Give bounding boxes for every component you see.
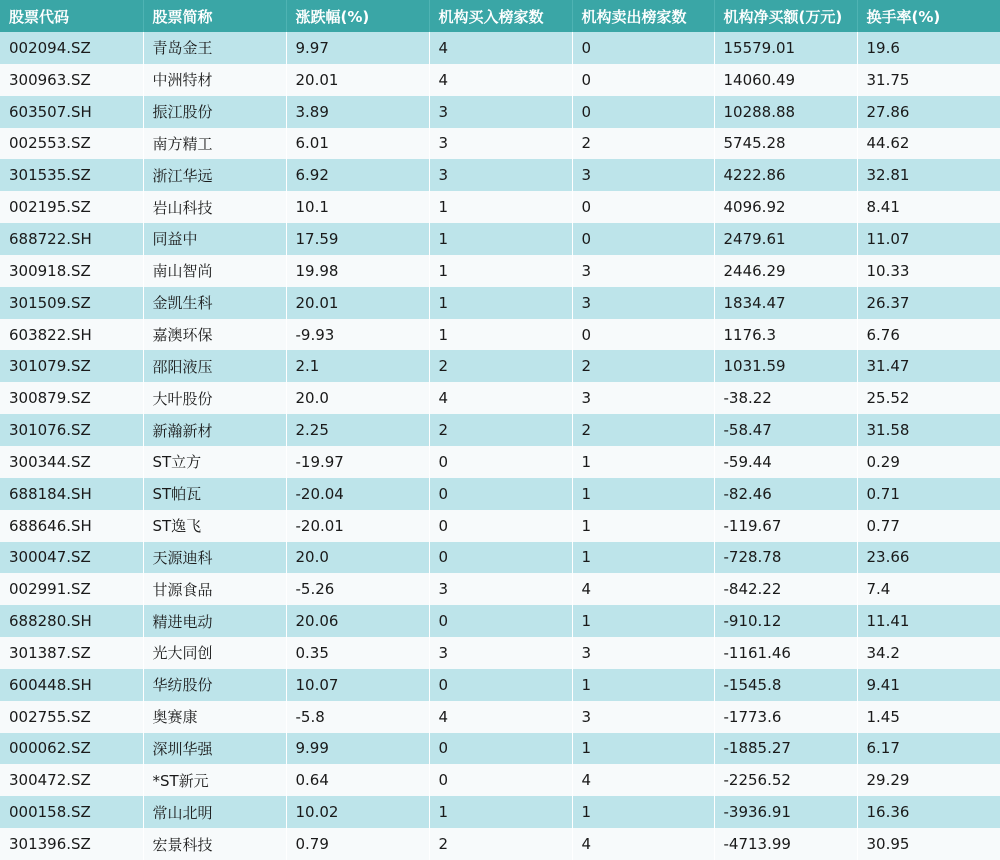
table-row[interactable] <box>0 382 1000 414</box>
cell-stock-name: 金凯生科 <box>143 287 286 319</box>
table-row[interactable] <box>0 478 1000 510</box>
cell-turnover: 6.76 <box>857 319 1000 351</box>
table-row[interactable] <box>0 223 1000 255</box>
cell-sell-count: 1 <box>572 510 714 542</box>
cell-net-buy: 2479.61 <box>714 223 857 255</box>
cell-sell-count: 0 <box>572 64 714 96</box>
cell-net-buy: 1834.47 <box>714 287 857 319</box>
cell-buy-count: 0 <box>429 478 572 510</box>
cell-change-pct: 10.02 <box>286 796 429 828</box>
cell-stock-code: 002755.SZ <box>0 701 143 733</box>
table-row[interactable] <box>0 764 1000 796</box>
cell-net-buy: 1031.59 <box>714 350 857 382</box>
cell-stock-code: 301076.SZ <box>0 414 143 446</box>
cell-net-buy: -2256.52 <box>714 764 857 796</box>
cell-change-pct: 2.25 <box>286 414 429 446</box>
cell-change-pct: 20.0 <box>286 542 429 574</box>
cell-stock-name: *ST新元 <box>143 764 286 796</box>
table-row[interactable] <box>0 32 1000 64</box>
cell-buy-count: 1 <box>429 287 572 319</box>
cell-change-pct: -20.04 <box>286 478 429 510</box>
cell-stock-code: 301535.SZ <box>0 159 143 191</box>
cell-turnover: 1.45 <box>857 701 1000 733</box>
cell-net-buy: -119.67 <box>714 510 857 542</box>
cell-stock-code: 688184.SH <box>0 478 143 510</box>
cell-turnover: 34.2 <box>857 637 1000 669</box>
cell-change-pct: 20.01 <box>286 64 429 96</box>
cell-sell-count: 1 <box>572 478 714 510</box>
table-row[interactable] <box>0 542 1000 574</box>
table-row[interactable] <box>0 605 1000 637</box>
cell-net-buy: -728.78 <box>714 542 857 574</box>
cell-turnover: 6.17 <box>857 733 1000 765</box>
cell-stock-code: 000062.SZ <box>0 733 143 765</box>
cell-stock-name: 岩山科技 <box>143 191 286 223</box>
table-row[interactable] <box>0 701 1000 733</box>
cell-net-buy: -1773.6 <box>714 701 857 733</box>
cell-turnover: 44.62 <box>857 128 1000 160</box>
cell-stock-name: 精进电动 <box>143 605 286 637</box>
table-row[interactable] <box>0 287 1000 319</box>
cell-turnover: 11.41 <box>857 605 1000 637</box>
cell-net-buy: 15579.01 <box>714 32 857 64</box>
cell-change-pct: -5.8 <box>286 701 429 733</box>
cell-turnover: 31.58 <box>857 414 1000 446</box>
cell-stock-name: 南山智尚 <box>143 255 286 287</box>
header-change-pct[interactable]: 涨跌幅(%) <box>286 0 429 32</box>
table-row[interactable] <box>0 159 1000 191</box>
cell-net-buy: -910.12 <box>714 605 857 637</box>
cell-net-buy: 4222.86 <box>714 159 857 191</box>
cell-stock-name: 光大同创 <box>143 637 286 669</box>
cell-sell-count: 4 <box>572 764 714 796</box>
cell-turnover: 7.4 <box>857 573 1000 605</box>
cell-net-buy: 2446.29 <box>714 255 857 287</box>
cell-buy-count: 4 <box>429 701 572 733</box>
cell-change-pct: -5.26 <box>286 573 429 605</box>
cell-sell-count: 0 <box>572 319 714 351</box>
cell-buy-count: 3 <box>429 573 572 605</box>
cell-turnover: 0.71 <box>857 478 1000 510</box>
header-stock-code[interactable]: 股票代码 <box>0 0 143 32</box>
cell-buy-count: 0 <box>429 542 572 574</box>
cell-turnover: 30.95 <box>857 828 1000 860</box>
cell-sell-count: 0 <box>572 191 714 223</box>
cell-buy-count: 1 <box>429 255 572 287</box>
cell-sell-count: 2 <box>572 350 714 382</box>
cell-change-pct: 20.01 <box>286 287 429 319</box>
cell-change-pct: 9.99 <box>286 733 429 765</box>
cell-turnover: 19.6 <box>857 32 1000 64</box>
cell-change-pct: 20.06 <box>286 605 429 637</box>
cell-net-buy: -58.47 <box>714 414 857 446</box>
cell-turnover: 10.33 <box>857 255 1000 287</box>
cell-change-pct: 10.1 <box>286 191 429 223</box>
cell-buy-count: 4 <box>429 32 572 64</box>
cell-stock-code: 600448.SH <box>0 669 143 701</box>
cell-turnover: 29.29 <box>857 764 1000 796</box>
cell-stock-code: 300918.SZ <box>0 255 143 287</box>
cell-net-buy: -4713.99 <box>714 828 857 860</box>
cell-net-buy: -59.44 <box>714 446 857 478</box>
cell-stock-name: 大叶股份 <box>143 382 286 414</box>
cell-sell-count: 1 <box>572 669 714 701</box>
cell-buy-count: 0 <box>429 510 572 542</box>
cell-change-pct: 10.07 <box>286 669 429 701</box>
cell-turnover: 0.29 <box>857 446 1000 478</box>
cell-sell-count: 3 <box>572 255 714 287</box>
table-row[interactable] <box>0 414 1000 446</box>
cell-turnover: 9.41 <box>857 669 1000 701</box>
cell-sell-count: 3 <box>572 382 714 414</box>
cell-buy-count: 2 <box>429 350 572 382</box>
cell-stock-code: 300879.SZ <box>0 382 143 414</box>
cell-net-buy: -1545.8 <box>714 669 857 701</box>
cell-stock-code: 002195.SZ <box>0 191 143 223</box>
cell-sell-count: 1 <box>572 542 714 574</box>
cell-change-pct: 0.79 <box>286 828 429 860</box>
table-row[interactable] <box>0 446 1000 478</box>
table-row[interactable] <box>0 573 1000 605</box>
cell-buy-count: 3 <box>429 637 572 669</box>
cell-buy-count: 0 <box>429 733 572 765</box>
cell-stock-code: 301396.SZ <box>0 828 143 860</box>
cell-change-pct: 20.0 <box>286 382 429 414</box>
header-turnover[interactable]: 换手率(%) <box>857 0 1000 32</box>
cell-stock-code: 688646.SH <box>0 510 143 542</box>
header-buy-count[interactable]: 机构买入榜家数 <box>429 0 572 32</box>
table-row[interactable] <box>0 128 1000 160</box>
cell-turnover: 16.36 <box>857 796 1000 828</box>
cell-stock-name: 南方精工 <box>143 128 286 160</box>
cell-sell-count: 2 <box>572 414 714 446</box>
cell-stock-code: 688722.SH <box>0 223 143 255</box>
cell-net-buy: -38.22 <box>714 382 857 414</box>
cell-stock-name: 青岛金王 <box>143 32 286 64</box>
cell-buy-count: 3 <box>429 159 572 191</box>
header-stock-name[interactable]: 股票简称 <box>143 0 286 32</box>
cell-turnover: 8.41 <box>857 191 1000 223</box>
cell-stock-code: 300047.SZ <box>0 542 143 574</box>
cell-stock-name: 中洲特材 <box>143 64 286 96</box>
cell-net-buy: -1161.46 <box>714 637 857 669</box>
cell-net-buy: -1885.27 <box>714 733 857 765</box>
table-body <box>0 32 1000 860</box>
cell-buy-count: 0 <box>429 446 572 478</box>
cell-net-buy: -3936.91 <box>714 796 857 828</box>
cell-stock-name: 甘源食品 <box>143 573 286 605</box>
cell-change-pct: 9.97 <box>286 32 429 64</box>
cell-stock-code: 603507.SH <box>0 96 143 128</box>
cell-turnover: 31.47 <box>857 350 1000 382</box>
cell-sell-count: 1 <box>572 605 714 637</box>
cell-net-buy: 1176.3 <box>714 319 857 351</box>
cell-change-pct: 3.89 <box>286 96 429 128</box>
table-row[interactable] <box>0 669 1000 701</box>
cell-turnover: 23.66 <box>857 542 1000 574</box>
cell-buy-count: 4 <box>429 382 572 414</box>
header-row <box>0 0 1000 32</box>
cell-change-pct: 2.1 <box>286 350 429 382</box>
cell-change-pct: 19.98 <box>286 255 429 287</box>
cell-turnover: 25.52 <box>857 382 1000 414</box>
cell-stock-code: 300344.SZ <box>0 446 143 478</box>
cell-stock-name: 同益中 <box>143 223 286 255</box>
cell-turnover: 0.77 <box>857 510 1000 542</box>
cell-net-buy: 10288.88 <box>714 96 857 128</box>
cell-stock-name: 常山北明 <box>143 796 286 828</box>
cell-sell-count: 4 <box>572 573 714 605</box>
cell-turnover: 31.75 <box>857 64 1000 96</box>
cell-stock-code: 688280.SH <box>0 605 143 637</box>
cell-change-pct: 6.01 <box>286 128 429 160</box>
cell-buy-count: 0 <box>429 764 572 796</box>
cell-buy-count: 3 <box>429 128 572 160</box>
cell-buy-count: 1 <box>429 223 572 255</box>
cell-stock-name: 邵阳液压 <box>143 350 286 382</box>
cell-change-pct: 0.35 <box>286 637 429 669</box>
cell-buy-count: 2 <box>429 414 572 446</box>
cell-stock-code: 002553.SZ <box>0 128 143 160</box>
cell-net-buy: 4096.92 <box>714 191 857 223</box>
cell-sell-count: 0 <box>572 223 714 255</box>
cell-buy-count: 3 <box>429 96 572 128</box>
cell-sell-count: 3 <box>572 637 714 669</box>
cell-sell-count: 0 <box>572 96 714 128</box>
cell-stock-code: 002094.SZ <box>0 32 143 64</box>
cell-stock-name: 振江股份 <box>143 96 286 128</box>
cell-sell-count: 3 <box>572 701 714 733</box>
cell-sell-count: 1 <box>572 733 714 765</box>
cell-stock-name: ST逸飞 <box>143 510 286 542</box>
cell-sell-count: 3 <box>572 287 714 319</box>
cell-stock-code: 000158.SZ <box>0 796 143 828</box>
table-row[interactable] <box>0 191 1000 223</box>
cell-stock-name: ST立方 <box>143 446 286 478</box>
cell-turnover: 26.37 <box>857 287 1000 319</box>
cell-stock-name: 奥赛康 <box>143 701 286 733</box>
cell-stock-name: 华纺股份 <box>143 669 286 701</box>
cell-change-pct: -19.97 <box>286 446 429 478</box>
cell-buy-count: 0 <box>429 669 572 701</box>
cell-stock-name: 浙江华远 <box>143 159 286 191</box>
cell-net-buy: -842.22 <box>714 573 857 605</box>
cell-stock-code: 301079.SZ <box>0 350 143 382</box>
cell-change-pct: 0.64 <box>286 764 429 796</box>
cell-stock-name: 宏景科技 <box>143 828 286 860</box>
cell-turnover: 32.81 <box>857 159 1000 191</box>
cell-net-buy: -82.46 <box>714 478 857 510</box>
table-row[interactable] <box>0 637 1000 669</box>
cell-change-pct: 6.92 <box>286 159 429 191</box>
cell-net-buy: 14060.49 <box>714 64 857 96</box>
cell-stock-code: 002991.SZ <box>0 573 143 605</box>
cell-stock-code: 301387.SZ <box>0 637 143 669</box>
cell-change-pct: 17.59 <box>286 223 429 255</box>
cell-buy-count: 4 <box>429 64 572 96</box>
table-row[interactable] <box>0 96 1000 128</box>
cell-buy-count: 2 <box>429 828 572 860</box>
cell-sell-count: 1 <box>572 446 714 478</box>
table-row[interactable] <box>0 64 1000 96</box>
cell-turnover: 27.86 <box>857 96 1000 128</box>
cell-stock-code: 301509.SZ <box>0 287 143 319</box>
cell-stock-code: 603822.SH <box>0 319 143 351</box>
cell-net-buy: 5745.28 <box>714 128 857 160</box>
cell-sell-count: 0 <box>572 32 714 64</box>
table-row[interactable] <box>0 733 1000 765</box>
cell-sell-count: 4 <box>572 828 714 860</box>
cell-stock-code: 300472.SZ <box>0 764 143 796</box>
table-row[interactable] <box>0 828 1000 860</box>
table-row[interactable] <box>0 319 1000 351</box>
cell-stock-name: ST帕瓦 <box>143 478 286 510</box>
table-row[interactable] <box>0 255 1000 287</box>
table-row[interactable] <box>0 510 1000 542</box>
cell-stock-name: 天源迪科 <box>143 542 286 574</box>
cell-turnover: 11.07 <box>857 223 1000 255</box>
cell-stock-name: 新瀚新材 <box>143 414 286 446</box>
cell-buy-count: 1 <box>429 191 572 223</box>
header-net-buy[interactable]: 机构净买额(万元) <box>714 0 857 32</box>
table-row[interactable] <box>0 796 1000 828</box>
cell-buy-count: 1 <box>429 319 572 351</box>
table-row[interactable] <box>0 350 1000 382</box>
cell-stock-name: 深圳华强 <box>143 733 286 765</box>
cell-change-pct: -20.01 <box>286 510 429 542</box>
cell-buy-count: 1 <box>429 796 572 828</box>
cell-change-pct: -9.93 <box>286 319 429 351</box>
cell-sell-count: 2 <box>572 128 714 160</box>
cell-sell-count: 1 <box>572 796 714 828</box>
cell-sell-count: 3 <box>572 159 714 191</box>
cell-stock-code: 300963.SZ <box>0 64 143 96</box>
table-header <box>0 0 1000 32</box>
cell-buy-count: 0 <box>429 605 572 637</box>
header-sell-count[interactable]: 机构卖出榜家数 <box>572 0 714 32</box>
cell-stock-name: 嘉澳环保 <box>143 319 286 351</box>
